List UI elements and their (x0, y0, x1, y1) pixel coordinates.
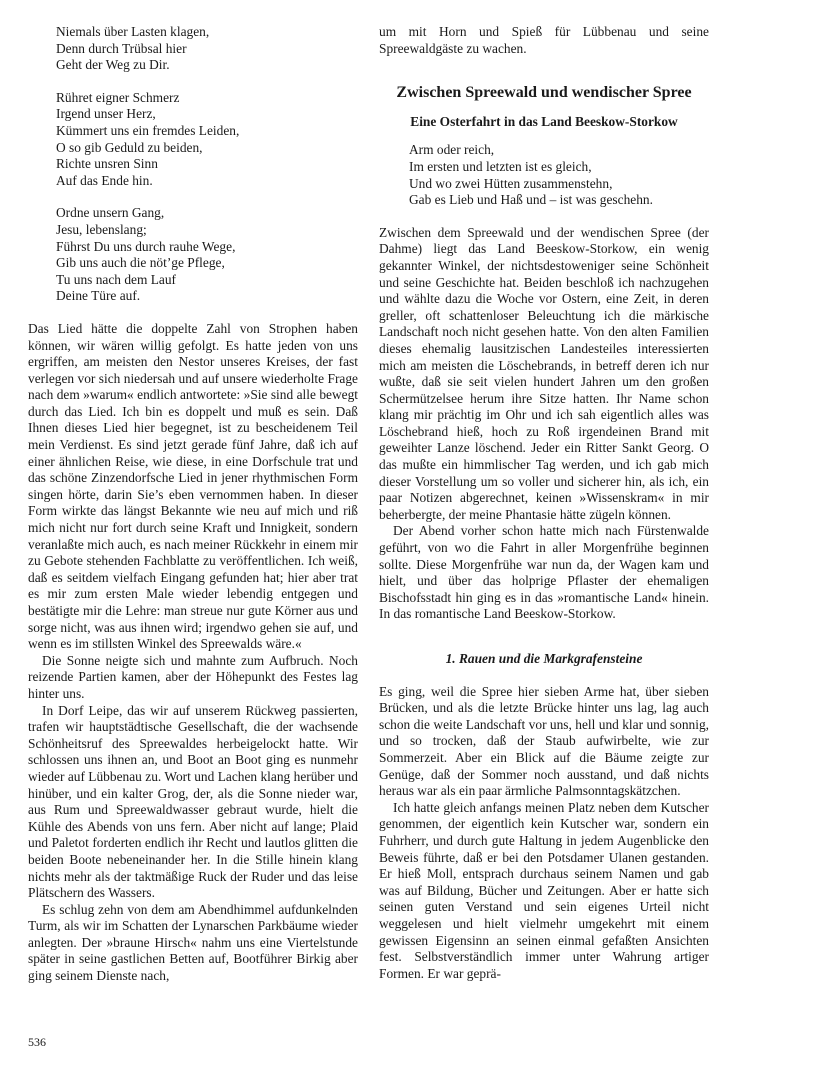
left-prose (28, 321, 358, 985)
stanza (56, 90, 358, 190)
verse-line: Auf das Ende hin. (56, 172, 153, 188)
verse-line: Ordne unsern Gang, (56, 205, 165, 221)
paragraph: Ich hatte gleich anfangs meinen Platz neben dem Kutscher genommen, der eigentlich kein Kutscher war, sondern ein Fuhrherr, und durch gute Haltung in jedem Augenblicke den Beweis führte, daß er bei den Potsdamer Ulanen gestanden. Er hieß Moll, entsprach durchaus seinem Namen und gab was auf Bildung, Bücher und Zeitungen. Aber er hatte sich seinen guten Verstand und sein eigenes Urteil nicht weggelesen und hielt vielmehr umgekehrt mit einem gewissen Eigensinn an seinen einmal gefaßten Ansichten fest. Selbstverständlich immer unter Wahrung artiger Formen. Er war geprä- (379, 799, 709, 981)
verse-line: Jesu, lebenslang; (56, 221, 147, 237)
section-title: 1. Rauen und die Markgrafensteine (445, 651, 643, 666)
paragraph: Die Sonne neigte sich und mahnte zum Aufbruch. Noch reizende Partien kamen, aber der Höhepunkt des Festes lag hinter uns. (28, 652, 358, 701)
motto-line: Und wo zwei Hütten zusammenstehn, (409, 175, 613, 191)
hymn-verse (56, 24, 358, 305)
stanza (56, 24, 358, 74)
paragraph: Zwischen dem Spreewald und der wendischen Spree (der Dahme) liegt das Land Beeskow-Storkow, ein wenig gekannter Winkel, der nichtsdestoweniger seine Schönheit und seine Geschichte hat. Beiden beschloß ich nachzugehen und wählte dazu die Woche vor Ostern, eine Zeit, in deren greller, oft schattenloser Beleuchtung ich die märkische Landschaft noch nicht gesehen hatte. Von den alten Familien dieses ehemalig lausitzischen Landesteiles interessierten mich am meisten die Löschebrands, in betreff deren ich nur wußte, daß sie seit vielen hundert Jahren um den großen Schermützelsee herum ihre Sitze hatten. Ihr Name schon klang mir prächtig im Ohr und ich sah eigentlich alles was Löschebrand hieß, hoch zu Roß irgendeinen Brand mit geweihter Lanze löschend. Jeder ein Ritter Sankt Georg. O das mußte ein himmlischer Tag werden, und ich gab mich dieser Vorstellung um so voller und sicherer hin, als ich, ein paar Notizen abgerechnet, keinen »Wissenskram« in mir beherbergte, der meine Phantasie hätte zügeln können. (379, 224, 709, 522)
left-column (28, 24, 358, 985)
stanza (56, 205, 358, 305)
verse-line: Denn durch Trübsal hier (56, 40, 187, 56)
page-number: 536 (28, 1035, 46, 1049)
paragraph: um mit Horn und Spieß für Lübbenau und seine Spreewaldgäste zu wachen. (379, 24, 709, 56)
paragraph: Es ging, weil die Spree hier sieben Arme hat, über sieben Brücken, und als die letzte Brücke hinter uns lag, lag auch schon die weite Landschaft vor uns, hell und klar und sonnig, und so trocken, daß der Staub aufwirbelte, wie zur Sommerzeit. Aber ein Blick auf die Bäume zeigte zur Genüge, daß der Sommer noch ausstand, und daß nichts heraus war als ein paar ärmliche Palmsonntagskätzchen. (379, 683, 709, 799)
paragraph: Es schlug zehn von dem am Abendhimmel aufdunkelnden Turm, als wir im Schatten der Lynarschen Parkbäume wieder anlegten. Der »braune Hirsch« nahm uns eine Viertelstunde später in seine gastlichen Betten auf, Bootführer Birkig aber ging seinem Dienste nach, (28, 901, 358, 984)
verse-line: Irgend unser Herz, (56, 106, 156, 122)
motto-line: Arm oder reich, (409, 142, 495, 158)
verse-line: O so gib Geduld zu beiden, (56, 139, 203, 155)
motto-verse (409, 142, 709, 208)
verse-line: Tu uns nach dem Lauf (56, 271, 177, 287)
motto-line: Im ersten und letzten ist es gleich, (409, 158, 592, 174)
verse-line: Kümmert uns ein fremdes Leiden, (56, 122, 240, 138)
verse-line: Rühret eigner Schmerz (56, 89, 180, 105)
section-prose (379, 684, 709, 983)
paragraph: Das Lied hätte die doppelte Zahl von Strophen haben können, wir wären willig gefolgt. Es hatte jeden von uns ergriffen, am meisten den Nestor unseres Kreises, der fast verlegen vor sich niedersah und auf unsere wiederholte Frage nach dem »warum« endlich antwortete: »Sie sind alle bewegt durch das Lied. Ich bin es doppelt und muß es sein. Daß Ihnen dieses Lied hier begegnet, ist zu bescheidenem Teil mein Verdienst. Es sind jetzt gerade fünf Jahre, daß ich auf einer ähnlichen Reise, wie diese, in eine Dorfschule trat und das schöne Zinzendorfsche Lied in jener rhythmischen Form singen hörte, darin Sie’s eben vernommen haben. In dieser Form wirkte das längst Bekannte wie neu auf mich und riß mich nicht nur fort durch seine Kraft und Innigkeit, sondern veranlaßte mich auch, es nach meiner Rückkehr in einem mir zu Gebote stehenden Fachblatte zu veröffentlichen. Ich weiß, daß es seitdem vielfach Eingang gefunden hat; hier aber trat es mir zum ersten Male wieder lebendig entgegen und bestätigte mir die Lehre: man streue nur gute Körner aus und sorge nicht, was aus ihnen wird; irgendwo gehen sie auf, und wenn es im stillsten Winkel des Spreewalds wäre.« (28, 320, 358, 652)
verse-line: Geht der Weg zu Dir. (56, 57, 170, 73)
verse-line: Deine Türe auf. (56, 288, 141, 304)
verse-line: Gib uns auch die nöt’ge Pflege, (56, 255, 225, 271)
verse-line: Niemals über Lasten klagen, (56, 24, 210, 39)
verse-line: Führst Du uns durch rauhe Wege, (56, 238, 236, 254)
right-column (379, 24, 709, 982)
chapter-subtitle: Eine Osterfahrt in das Land Beeskow-Storkow (410, 113, 678, 129)
verse-line: Richte unsren Sinn (56, 156, 158, 172)
motto-line: Gab es Lieb und Haß und – ist was geschehn. (409, 192, 653, 208)
paragraph: In Dorf Leipe, das wir auf unserem Rückweg passierten, trafen wir hauptstädtische Gesellschaft, die der wachsende Schönheitsruf des Spreewaldes herbeigelockt hatte. Wir schlossen uns ihnen an, und Boot an Boot ging es nunmehr wieder auf Lübbenau zu. Wort und Lachen klang herüber und hinüber, und ein kalter Grog, der, als die Sonne nieder war, aus Rum und Spreewaldwasser gebraut wurde, hielt die Kühle des Abends von uns fern. Aber nicht auf lange; Plaid und Paletot forderten endlich ihr Recht und lautlos glitten die beiden Boote nebeneinander her. In die Stille hinein klang nichts mehr als der taktmäßige Ruck der Ruder und das leise Plätschern des Wassers. (28, 702, 358, 901)
intro-prose (379, 225, 709, 623)
right-prose-continuation (379, 24, 709, 57)
chapter-title: Zwischen Spreewald und wendischer Spree (396, 84, 692, 102)
paragraph: Der Abend vorher schon hatte mich nach Fürstenwalde geführt, von wo die Fahrt in aller Morgenfrühe beginnen sollte. Diese Morgenfrühe war nun da, der Wagen kam und hielt, und über das holprige Pflaster der ehemaligen Bischofsstadt hin ging es in das »romantische Land« hinein. In das romantische Land Beeskow-Storkow. (379, 523, 709, 622)
